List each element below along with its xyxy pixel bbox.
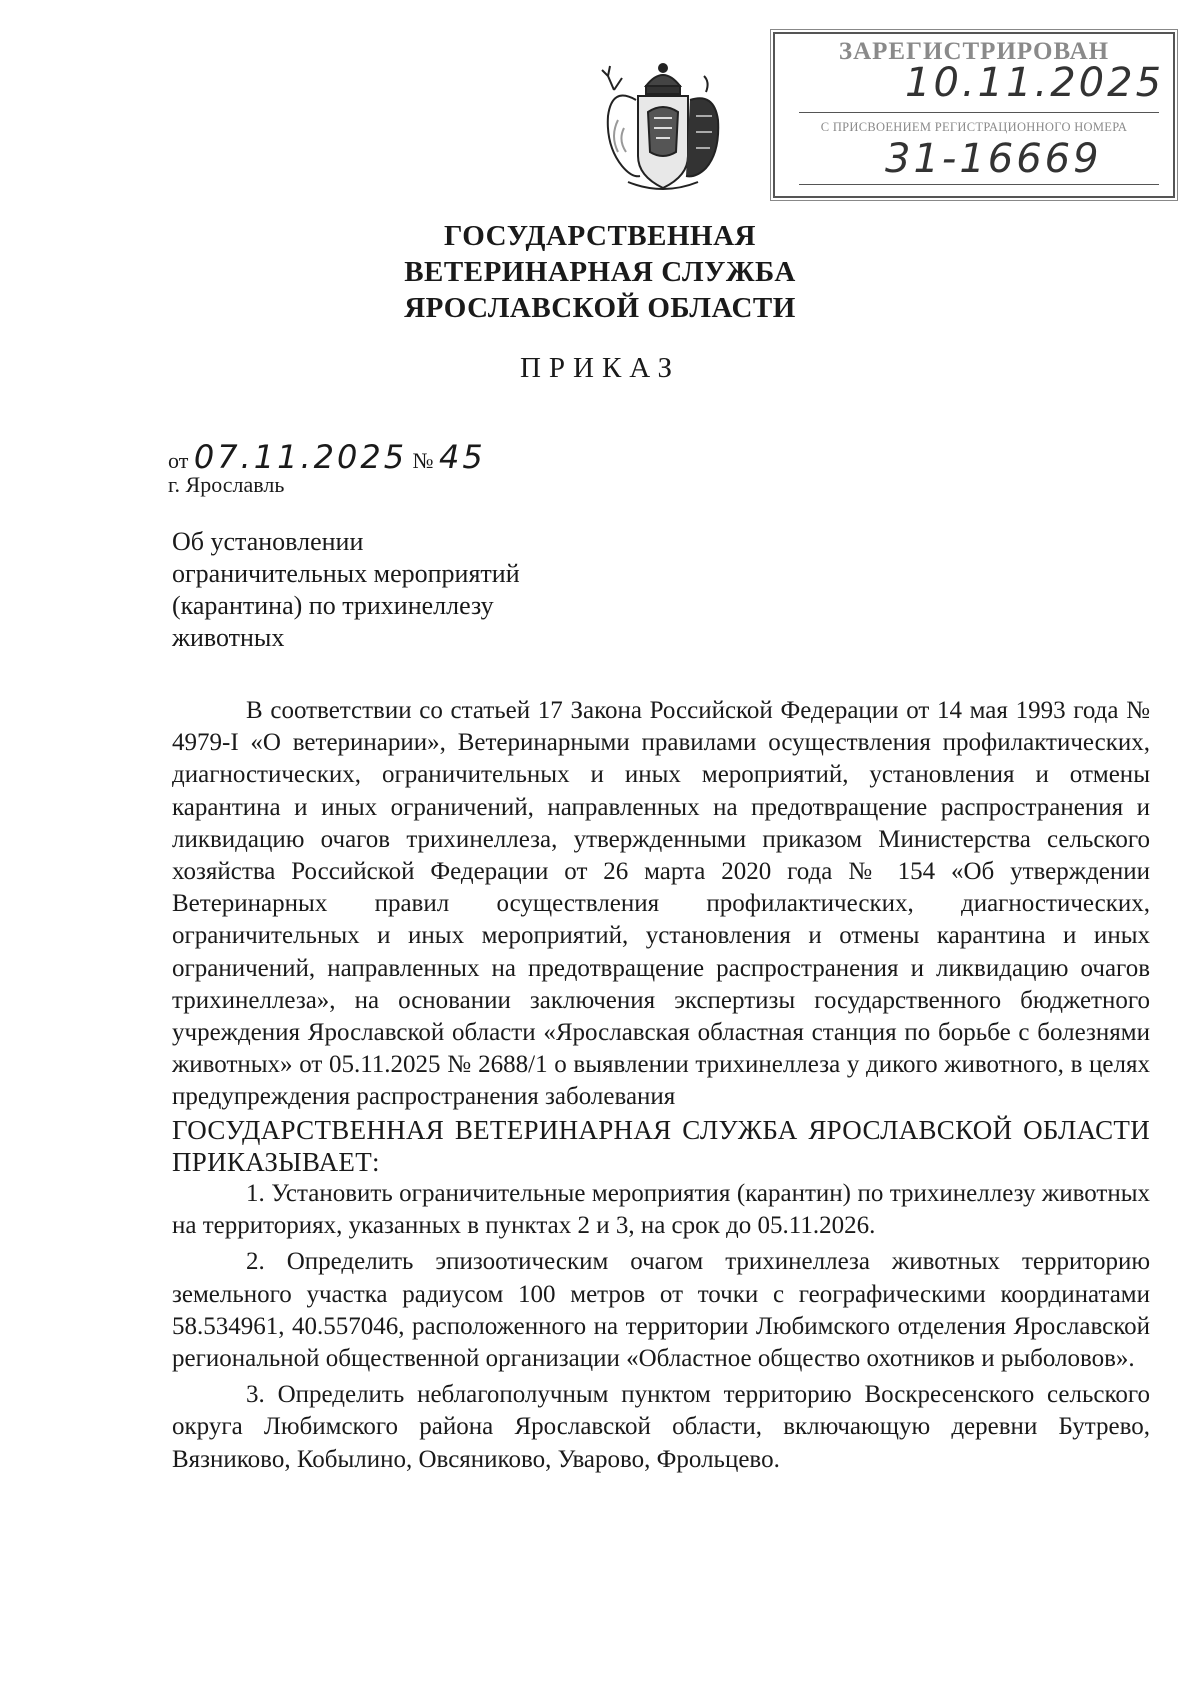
stamp-divider — [799, 184, 1159, 185]
subject-line: ограничительных мероприятий — [172, 559, 520, 588]
order-item-3: 3. Определить неблагополучным пунктом территорию Воскресенского сельского округа Любимского района Ярославской области, включающую деревни Бутрево, Вязниково, Кобылино, Овсяниково, Уварово, Фрольцево. — [172, 1381, 1150, 1473]
stamp-divider — [799, 112, 1159, 113]
order-subject — [172, 526, 520, 654]
stamp-title: ЗАРЕГИСТРИРОВАН — [838, 38, 1110, 65]
stamp-registration-number: 31-16669 — [885, 136, 1102, 182]
order-body — [172, 695, 1150, 1476]
subject-line: животных — [172, 623, 285, 652]
stamp-subtitle: С ПРИСВОЕНИЕМ РЕГИСТРАЦИОННОГО НОМЕРА — [820, 120, 1128, 134]
directive-paragraph: ГОСУДАРСТВЕННАЯ ВЕТЕРИНАРНАЯ СЛУЖБА ЯРОСЛАВСКОЙ ОБЛАСТИ ПРИКАЗЫВАЕТ: — [172, 1114, 1150, 1177]
org-name-line: ВЕТЕРИНАРНАЯ СЛУЖБА — [404, 256, 796, 288]
org-name-line: ЯРОСЛАВСКОЙ ОБЛАСТИ — [404, 292, 796, 324]
order-number: 45 — [439, 438, 486, 476]
order-date: 07.11.2025 — [193, 438, 408, 476]
order-item-1: 1. Установить ограничительные мероприятия (карантин) по трихинеллезу животных на территориях, указанных в пунктах 2 и 3, на срок до 05.11.2026. — [172, 1180, 1150, 1240]
org-name-line: ГОСУДАРСТВЕННАЯ — [444, 220, 756, 252]
registration-stamp — [773, 32, 1175, 198]
preamble-paragraph: В соответствии со статьей 17 Закона Российской Федерации от 14 мая 1993 года № 4979-I «О ветеринарии», Ветеринарными правилами осуществления профилактических, диагностических, ограничительных и иных мероприятий, установления и отмены карантина и иных ограничений, направленных на предотвращение распространения и ликвидацию очагов трихинеллеза, утвержденными приказом Министерства сельского хозяйства Российской Федерации от 26 марта 2020 года № 154 «Об утверждении Ветеринарных правил осуществления профилактических, диагностических, ограничительных и иных мероприятий, установления и отмены карантина и иных ограничений, направленных на предотвращение распространения и ликвидацию очагов трихинеллеза», на основании заключения экспертизы государственного бюджетного учреждения Ярославской области «Ярославская областная станция по борьбе с болезнями животных» от 05.11.2025 № 2688/1 о выявлении трихинеллеза у дикого животного, в целях предупреждения распространения заболевания — [172, 697, 1150, 1111]
subject-line: (карантина) по трихинеллезу — [172, 591, 494, 620]
date-prefix: от — [168, 448, 189, 473]
subject-line: Об установлении — [172, 527, 364, 556]
stamp-registration-date: 10.11.2025 — [905, 60, 1165, 106]
organization-name — [0, 218, 1200, 326]
order-item-2: 2. Определить эпизоотическим очагом трихинеллеза животных территорию земельного участка радиусом 100 метров от точки с географическими координатами 58.534961, 40.557046, расположенного на территории Любимского отделения Ярославской региональной общественной организации «Областное общество охотников и рыболовов». — [172, 1248, 1150, 1373]
document-type: ПРИКАЗ — [519, 352, 681, 384]
order-date-line — [168, 438, 486, 476]
coat-of-arms-icon — [588, 56, 738, 198]
number-prefix: № — [412, 448, 434, 473]
city: г. Ярославль — [168, 472, 285, 497]
